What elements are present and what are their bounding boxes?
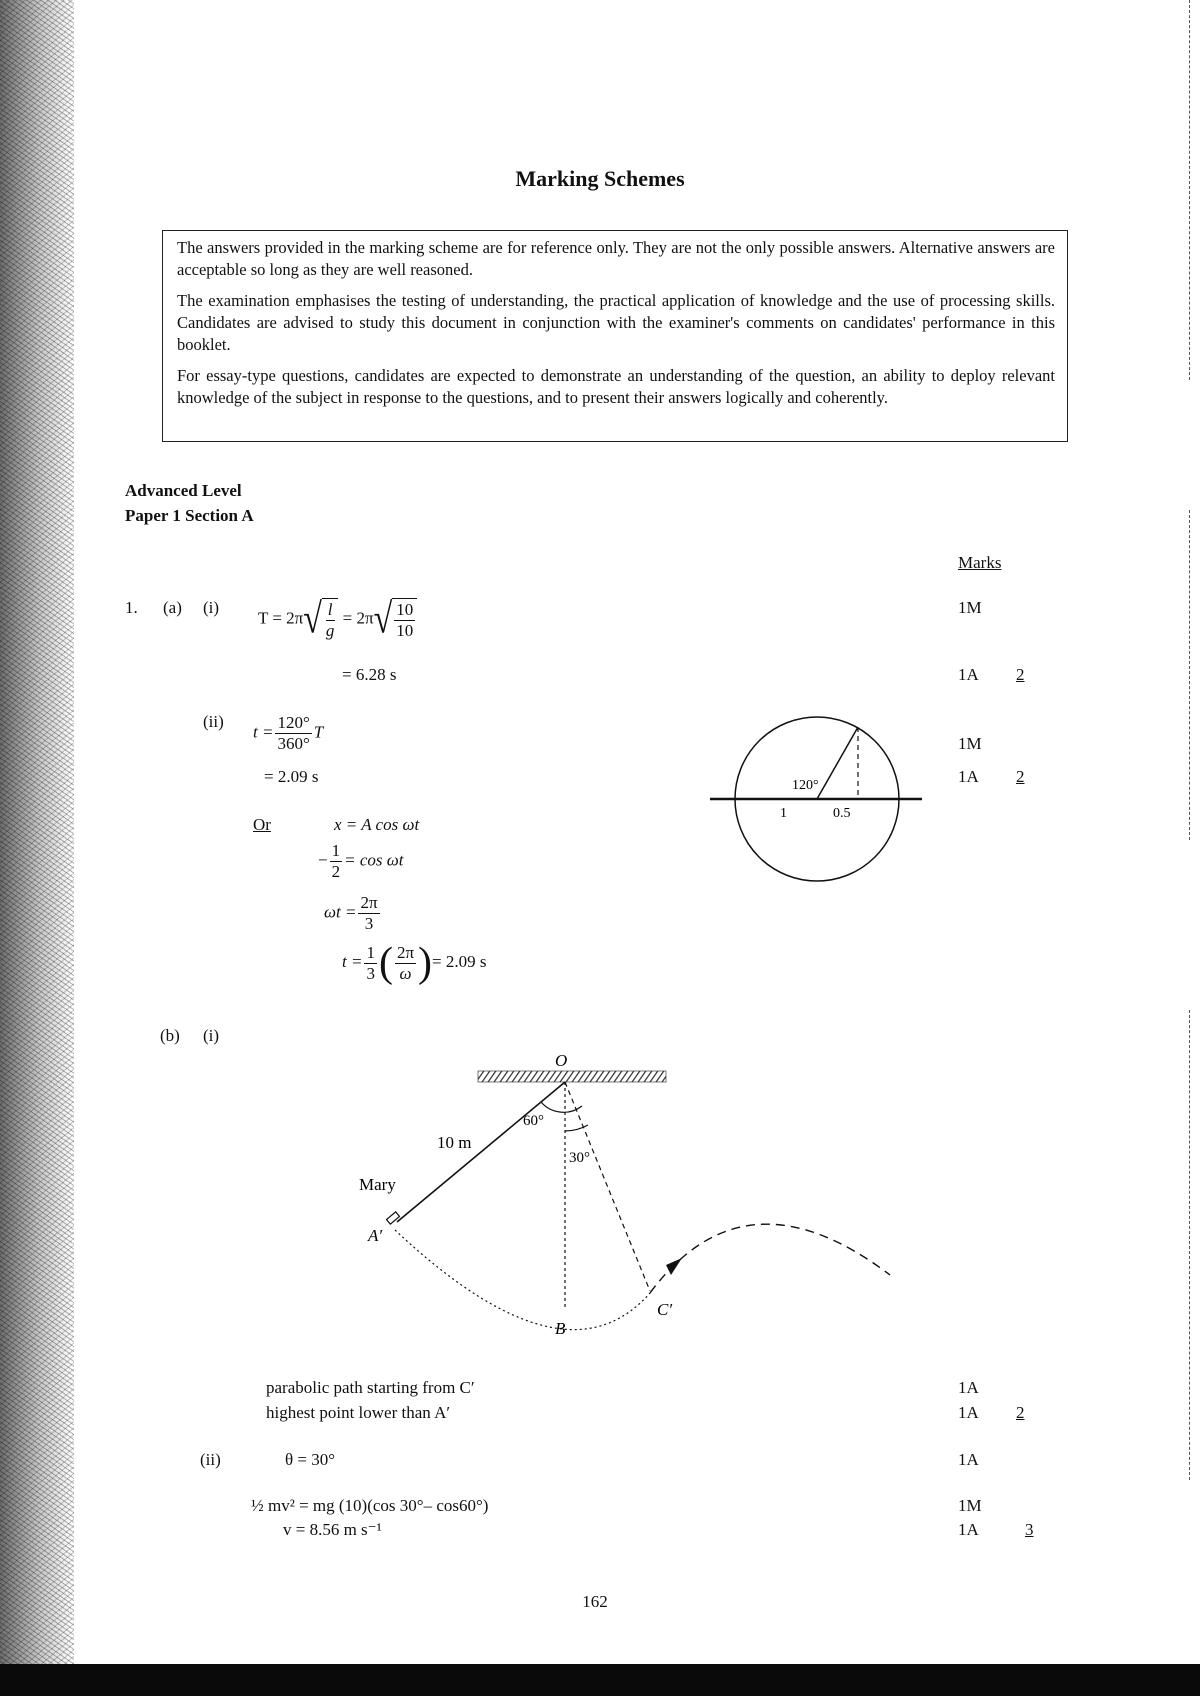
- mark: 1A: [958, 1450, 979, 1469]
- mark: 1A: [958, 1520, 979, 1539]
- mark: 1A: [958, 1378, 979, 1397]
- period-formula: T = 2π √ $\frac{l}{g}$ = 2π √ $\frac{10}{10}$: [258, 598, 417, 641]
- notice-paragraph: The examination emphasises the testing of understanding, the practical application of knowledge and the use of processing skills. Candidates are advised to study this document in conjunction with the examiner's comments on candidates' performance in this booklet.: [177, 291, 1055, 354]
- mark: 1A: [958, 767, 979, 786]
- mark: 1M: [958, 598, 982, 617]
- question-number: 1.: [125, 598, 138, 617]
- mark: 1M: [958, 1496, 982, 1515]
- angle-arc: [565, 1125, 588, 1131]
- formula-text: 360°: [277, 734, 310, 753]
- period-result: = 6.28 s: [342, 665, 397, 684]
- formula-text: l: [327, 600, 333, 619]
- notice-box: [162, 230, 1068, 442]
- angle-label: 60°: [523, 1113, 544, 1129]
- axis-label-one: 1: [780, 806, 787, 821]
- axis-label-half: 0.5: [833, 806, 851, 821]
- point-label: B: [555, 1319, 566, 1338]
- formula-text: = 2.09 s: [432, 951, 487, 971]
- person-label: Mary: [359, 1175, 396, 1194]
- point-label: C′: [657, 1300, 673, 1319]
- paper-heading: Paper 1 Section A: [125, 506, 254, 525]
- notice-paragraph: The answers provided in the marking scheme are for reference only. They are not the only possible answers. Alternative answers are acceptable so long as they are well reasoned.: [177, 238, 1055, 279]
- radius-line: [817, 727, 858, 799]
- reference-circle-diagram: [700, 705, 940, 895]
- page-number: 162: [582, 1592, 608, 1611]
- mark-total: 2: [1016, 1403, 1025, 1422]
- answer-line: ½ mv² = mg (10)(cos 30°– cos60°): [251, 1496, 489, 1515]
- formula-text: 3: [364, 914, 374, 933]
- scan-edge-mark: [1189, 510, 1190, 840]
- part-label: (a): [163, 598, 182, 617]
- part-label: (b): [160, 1026, 180, 1045]
- mark-total: 2: [1016, 665, 1025, 684]
- formula-text: ωt =: [324, 902, 357, 922]
- formula-text: t =: [342, 951, 363, 971]
- ceiling-support: [478, 1071, 666, 1082]
- formula-text: −: [318, 850, 328, 870]
- formula-text: 120°: [277, 713, 310, 732]
- answer-line: parabolic path starting from C′: [266, 1378, 475, 1397]
- pivot-label: O: [555, 1051, 568, 1070]
- mark: 1A: [958, 1403, 979, 1422]
- rope-line: [397, 1082, 565, 1222]
- parabolic-path: [650, 1224, 890, 1293]
- formula-text: 3: [366, 963, 375, 983]
- answer-line: v = 8.56 m s⁻¹: [283, 1520, 382, 1539]
- scanned-page-edge: [0, 0, 74, 1696]
- subpart-label: (ii): [203, 712, 224, 731]
- level-heading: Advanced Level: [125, 481, 242, 500]
- length-label: 10 m: [437, 1133, 472, 1152]
- formula-text: 2: [331, 862, 341, 881]
- formula-text: = cos ωt: [344, 850, 404, 870]
- answer-line: θ = 30°: [285, 1450, 336, 1469]
- arrow-head: [666, 1258, 682, 1275]
- scan-edge-mark: [1189, 1010, 1190, 1480]
- alt-equation: x = A cos ωt: [334, 815, 420, 834]
- formula-text: 1: [366, 942, 375, 962]
- formula-text: 10: [396, 600, 414, 619]
- formula-text: t =: [253, 722, 274, 742]
- mark-total: 2: [1016, 767, 1025, 786]
- formula-text: 2π: [360, 893, 378, 912]
- mark: 1A: [958, 665, 979, 684]
- angle-label: 120°: [792, 778, 819, 793]
- formula-text: 10: [396, 621, 414, 640]
- notice-paragraph: For essay-type questions, candidates are expected to demonstrate an understanding of the question, an ability to deploy relevant knowledge of the subject in response to the questions, and to present their answers logically and coherently.: [177, 366, 1055, 407]
- alt-equation: [318, 841, 403, 882]
- formula-text: 2π: [396, 942, 415, 962]
- swing-arc: [395, 1230, 650, 1330]
- scan-bottom-border: [0, 1664, 1200, 1696]
- time-formula: [253, 713, 323, 754]
- alt-equation: t = $\frac{1}{3}$ ( $\frac{2\pi}{\omega}$ )= 2.09 s: [342, 940, 487, 986]
- time-result: = 2.09 s: [264, 767, 319, 786]
- formula-text: g: [325, 621, 335, 640]
- formula-text: T: [313, 722, 324, 742]
- formula-text: ω: [399, 963, 412, 983]
- alt-equation: [324, 893, 382, 934]
- formula-text: 1: [331, 841, 341, 860]
- page-title: Marking Schemes: [515, 166, 685, 191]
- mark-total: 3: [1025, 1520, 1034, 1539]
- answer-line: highest point lower than A′: [266, 1403, 451, 1422]
- formula-text: = 2π: [338, 608, 374, 628]
- formula-text: T = 2π: [258, 608, 304, 628]
- subpart-label: (i): [203, 598, 220, 617]
- point-label: A′: [368, 1226, 383, 1245]
- pendulum-diagram: [350, 1045, 910, 1345]
- alternative-label: Or: [253, 815, 271, 834]
- subpart-label: (ii): [200, 1450, 221, 1469]
- mark: 1M: [958, 734, 982, 753]
- angle-label: 30°: [569, 1150, 590, 1166]
- marks-column-header: Marks: [958, 553, 1002, 572]
- subpart-label: (i): [203, 1026, 220, 1045]
- rope-dashed-line: [565, 1082, 650, 1291]
